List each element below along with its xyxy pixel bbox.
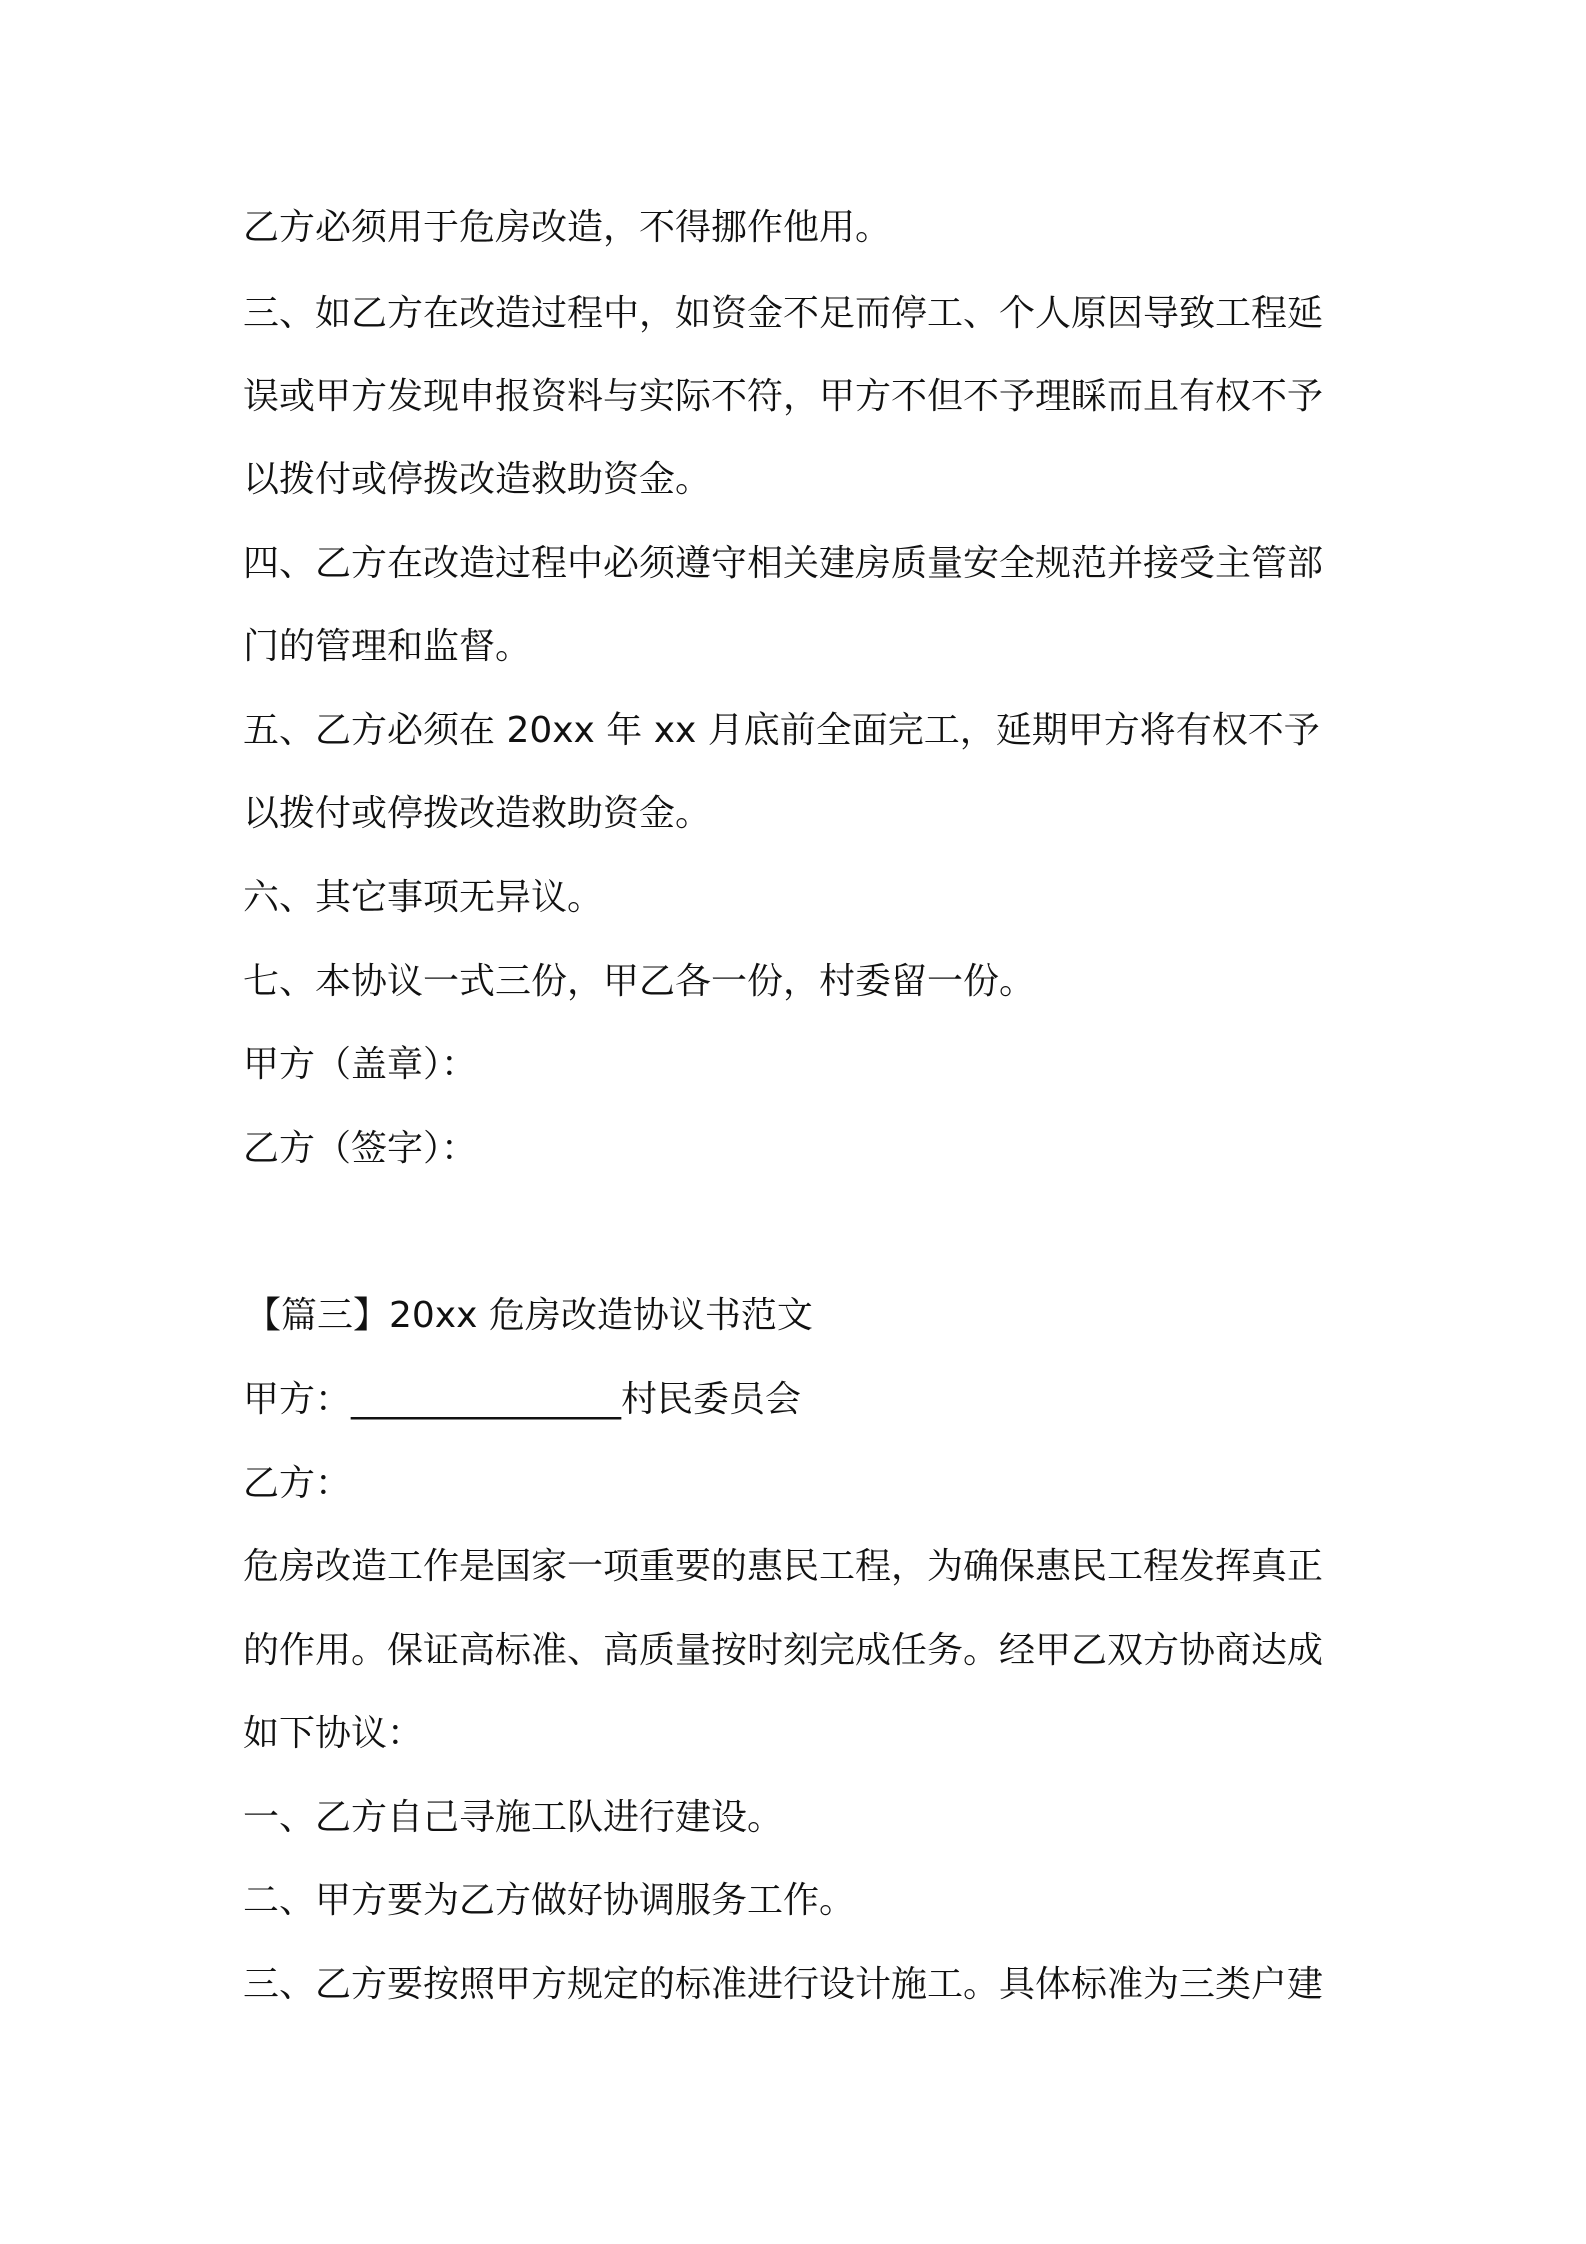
text-line: 四、乙方在改造过程中必须遵守相关建房质量安全规范并接受主管部 — [243, 543, 1324, 584]
text-line: 如下协议： — [243, 1713, 424, 1754]
text-line: 五、乙方必须在 20xx 年 xx 月底前全面完工，延期甲方将有权不予 — [243, 710, 1320, 751]
text-line: 一、乙方自己寻施工队进行建设。 — [243, 1797, 784, 1838]
text-line: 误或甲方发现申报资料与实际不符，甲方不但不予理睬而且有权不予 — [243, 376, 1324, 417]
text-line: 六、其它事项无异议。 — [243, 877, 604, 918]
party-a-seal-line: 甲方（盖章）： — [243, 1044, 478, 1085]
party-a-line: 甲方：_______________村民委员会 — [243, 1379, 802, 1420]
party-b-line: 乙方： — [243, 1463, 352, 1504]
text-line: 七、本协议一式三份，甲乙各一份，村委留一份。 — [243, 961, 1036, 1002]
text-line: 以拨付或停拨改造救助资金。 — [243, 459, 712, 500]
section-heading: 【篇三】20xx 危房改造协议书范文 — [245, 1295, 813, 1336]
text-line: 的作用。保证高标准、高质量按时刻完成任务。经甲乙双方协商达成 — [243, 1630, 1324, 1671]
text-line: 门的管理和监督。 — [243, 626, 532, 667]
text-line: 乙方必须用于危房改造，不得挪作他用。 — [243, 207, 892, 248]
text-line: 二、甲方要为乙方做好协调服务工作。 — [243, 1880, 856, 1921]
party-b-signature-line: 乙方（签字）： — [243, 1128, 478, 1169]
text-line: 三、如乙方在改造过程中，如资金不足而停工、个人原因导致工程延 — [243, 293, 1324, 334]
text-line: 危房改造工作是国家一项重要的惠民工程，为确保惠民工程发挥真正 — [243, 1546, 1324, 1587]
text-line: 以拨付或停拨改造救助资金。 — [243, 793, 712, 834]
text-line: 三、乙方要按照甲方规定的标准进行设计施工。具体标准为三类户建 — [243, 1964, 1324, 2005]
